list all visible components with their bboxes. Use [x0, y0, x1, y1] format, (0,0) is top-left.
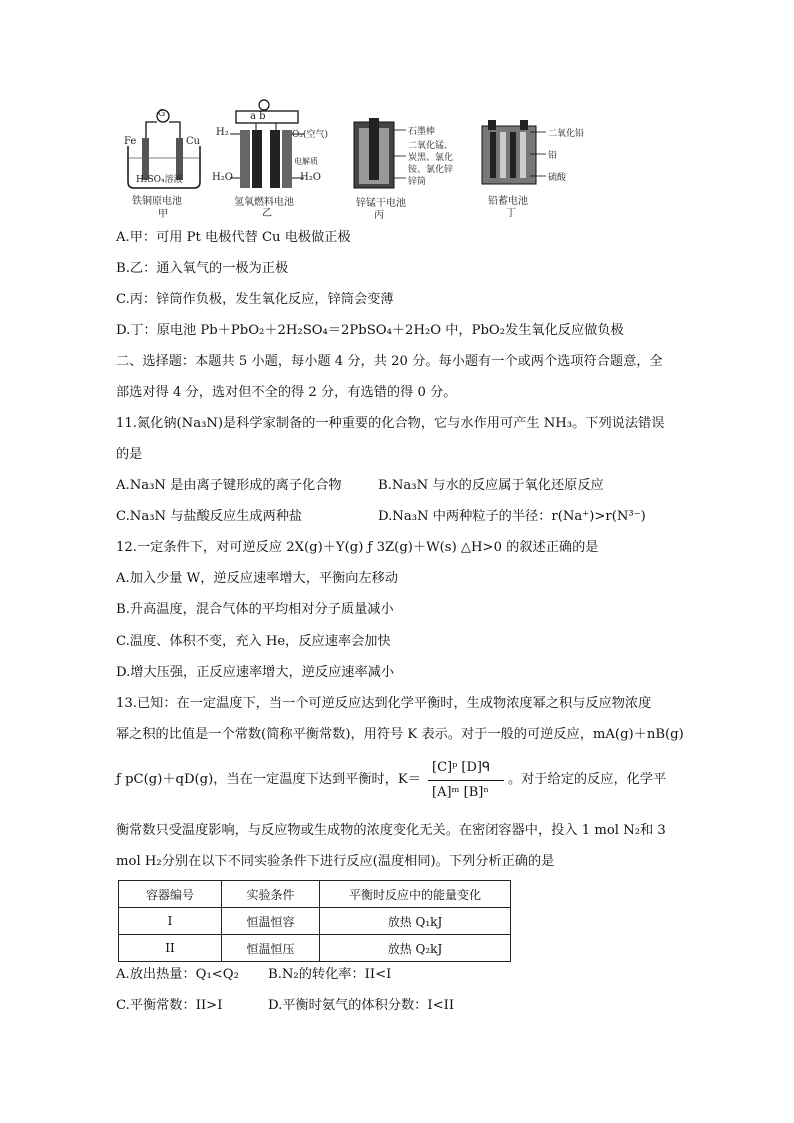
cell-container-id: II	[119, 935, 222, 962]
sulfuric-acid-label: 硫酸	[548, 173, 567, 183]
pb-plate-label: 铅	[548, 151, 558, 161]
cell-energy-change: 放热 Q₁kJ	[320, 908, 511, 935]
q11-stem-line1: 11.氮化钠(Na₃N)是科学家制备的一种重要的化合物，它与水作用可产生 NH₃。下列说法错误	[116, 416, 665, 431]
terminal-labels: a b	[250, 111, 266, 122]
q11-option-b: B.Na₃N 与水的反应属于氧化还原反应	[378, 478, 604, 493]
table-row	[119, 908, 511, 935]
graphite-rod-label: 石墨棒	[408, 127, 436, 137]
q11-option-d: D.Na₃N 中两种粒子的半径：r(Na⁺)>r(N³⁻)	[378, 509, 646, 524]
figure-caption: 氢氧燃料电池	[234, 197, 294, 208]
cell-container-id: I	[119, 908, 222, 935]
q13-stem-line2: 幂之积的比值是一个常数(简称平衡常数)，用符号 K 表示。对于一般的可逆反应，mA(g)＋nB(g)	[116, 727, 684, 742]
h2o-left-label: H₂O	[212, 172, 233, 183]
q12-stem: 12.一定条件下，对可逆反应 2X(g)＋Y(g) ƒ 3Z(g)＋W(s) △H>0 的叙述正确的是	[116, 540, 599, 555]
figure-tag: 丁	[506, 208, 516, 219]
q13-option-b: B.N₂的转化率：II<I	[268, 967, 392, 982]
zinc-can-label: 锌筒	[408, 177, 427, 187]
h2o-right-label: H₂O	[300, 172, 321, 183]
q10-option-c: C.丙：锌筒作负极，发生氧化反应，锌筒会变薄	[116, 292, 394, 307]
q13-option-a: A.放出热量：Q₁<Q₂	[116, 967, 239, 982]
q12-option-d: D.增大压强，正反应速率增大，逆反应速率减小	[116, 665, 395, 680]
cell-condition: 恒温恒容	[222, 908, 320, 935]
fraction-bar	[428, 780, 504, 781]
q12-option-b: B.升高温度，混合气体的平均相对分子质量减小	[116, 602, 394, 617]
electrolyte-label: 电解质	[294, 157, 318, 166]
cell-condition: 恒温恒压	[222, 935, 320, 962]
q12-option-c: C.温度、体积不变，充入 He，反应速率会加快	[116, 634, 391, 649]
header-condition: 实验条件	[222, 881, 320, 908]
figure-tag: 乙	[262, 208, 272, 219]
q13-stem-line5: mol H₂分别在以下不同实验条件下进行反应(温度相同)。下列分析正确的是	[116, 854, 555, 869]
q10-option-d: D.丁：原电池 Pb＋PbO₂＋2H₂SO₄＝2PbSO₄＋2H₂O 中，PbO₂发生氧化反应做负极	[116, 323, 624, 338]
q10-option-a: A.甲：可用 Pt 电极代替 Cu 电极做正极	[116, 230, 351, 245]
o2-inlet-label: O₂(空气)	[292, 130, 329, 140]
q11-stem-line2: 的是	[116, 447, 143, 462]
figure-jia-fe-cu-cell	[118, 108, 210, 218]
q13-stem-line1: 13.已知：在一定温度下，当一个可逆反应达到化学平衡时，生成物浓度幂之积与反应物浓度	[116, 696, 652, 711]
q13-stem-line3-pre: ƒ pC(g)＋qD(g)，当在一定温度下达到平衡时，K＝	[116, 772, 421, 787]
figure-caption: 铁铜原电池	[132, 196, 182, 207]
section2-instructions-line1: 二、选择题：本题共 5 小题，每小题 4 分，共 20 分。每小题有一个或两个选项符合题意，全	[116, 354, 663, 369]
q11-option-c: C.Na₃N 与盐酸反应生成两种盐	[116, 509, 303, 524]
k-denominator: [A]ᵐ [B]ⁿ	[432, 785, 489, 800]
k-numerator: [C]ᵖ [D]ᑫ	[432, 760, 491, 775]
fe-electrode-label: Fe	[124, 136, 137, 147]
header-container-id: 容器编号	[119, 881, 222, 908]
q12-option-a: A.加入少量 W，逆反应速率增大，平衡向左移动	[116, 571, 399, 586]
paste-label-3: 铵、氯化锌	[408, 165, 454, 175]
experiment-conditions-table	[118, 880, 511, 962]
figure-bing-dry-cell	[350, 116, 468, 220]
q13-stem-line3-post: 。对于给定的反应，化学平	[508, 772, 667, 787]
cu-electrode-label: Cu	[186, 136, 201, 147]
paste-label-1: 二氧化锰、	[408, 141, 454, 151]
h2-inlet-label: H₂	[216, 127, 229, 138]
galvanometer-label: G	[158, 109, 166, 119]
cell-energy-change: 放热 Q₂kJ	[320, 935, 511, 962]
table-header-row	[119, 881, 511, 908]
figure-ding-lead-battery	[478, 120, 608, 220]
figure-caption: 锌锰干电池	[356, 198, 406, 209]
section2-instructions-line2: 部选对得 4 分，选对但不全的得 2 分，有选错的得 0 分。	[116, 385, 457, 400]
electrolyte-label: H₂SO₄溶液	[136, 175, 183, 185]
q13-option-c: C.平衡常数：II>I	[116, 998, 223, 1013]
q13-option-d: D.平衡时氨气的体积分数：I<II	[268, 998, 455, 1013]
figure-yi-fuel-cell	[212, 98, 328, 220]
q10-option-b: B.乙：通入氧气的一极为正极	[116, 261, 289, 276]
figure-tag: 甲	[158, 209, 168, 220]
figure-caption: 铅蓄电池	[488, 196, 528, 207]
paste-label-2: 炭黑、氯化	[408, 153, 454, 163]
q11-option-a: A.Na₃N 是由离子键形成的离子化合物	[116, 478, 342, 493]
figure-tag: 丙	[374, 210, 384, 221]
table-row	[119, 935, 511, 962]
pbo2-plate-label: 二氧化铅	[548, 129, 585, 139]
header-energy-change: 平衡时反应中的能量变化	[320, 881, 511, 908]
q13-stem-line4: 衡常数只受温度影响，与反应物或生成物的浓度变化无关。在密闭容器中，投入 1 mol N₂和 3	[116, 823, 666, 838]
